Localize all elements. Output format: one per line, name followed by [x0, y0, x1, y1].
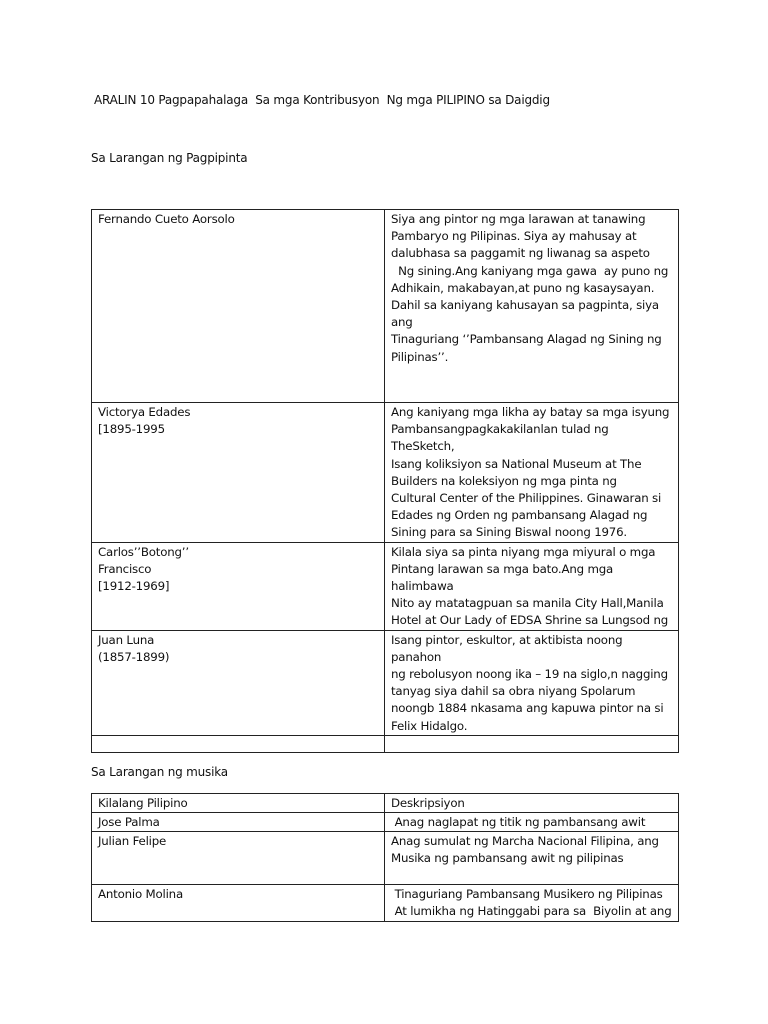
artist-name: Fernando Cueto Aorsolo: [98, 212, 235, 226]
musician-name: Jose Palma: [98, 815, 160, 829]
table-row: [92, 630, 679, 735]
column-header-label: Deskripsiyon: [391, 796, 465, 810]
artist-description-cell: [385, 403, 679, 543]
artist-name-cell: [92, 210, 385, 403]
musician-description: Anag naglapat ng titik ng pambansang awit: [391, 815, 646, 829]
table-row: [92, 210, 679, 403]
musician-name-cell: [92, 832, 385, 885]
painting-table: [91, 209, 679, 753]
musician-description-cell: [385, 813, 679, 832]
painting-section-heading: Sa Larangan ng Pagpipinta: [91, 151, 248, 165]
artist-description-cell: [385, 630, 679, 735]
artist-name-cell: [92, 735, 385, 752]
column-header-description: [385, 794, 679, 813]
artist-name: Juan Luna (1857-1899): [98, 632, 170, 664]
artist-description: Kilala siya sa pinta niyang mga miyural o mga Pintang larawan sa mga bato.Ang mga halimbawa Nito ay matatagpuan sa manila City Hall,Manila Hotel at Our Lady of EDSA Shrine sa Lungsod ng: [391, 544, 669, 628]
artist-description: Ang kaniyang mga likha ay batay sa mga isyung Pambansangpagkakakilanlan tulad ng TheSketch, Isang koliksiyon sa National Museum at The Builders na koleksiyon ng mga pinta ng Cultural Center of the Philippines. Ginawaran si Edades ng Orden ng pambansang Alagad ng Sining para sa Sining Biswal noong 1976.: [391, 405, 670, 540]
musician-name-cell: [92, 885, 385, 922]
artist-name-cell: [92, 403, 385, 543]
music-section-heading: Sa Larangan ng musika: [91, 765, 228, 779]
artist-description: Isang pintor, eskultor, at aktibista noong panahon ng rebolusyon noong ika – 19 na siglo,n nagging tanyag siya dahil sa obra niyang Spolarum noongb 1884 nkasama ang kapuwa pintor na si Felix Hidalgo.: [391, 632, 668, 733]
artist-name: Victorya Edades [1895-1995: [98, 405, 191, 437]
musician-description: Anag sumulat ng Marcha Nacional Filipina, ang Musika ng pambansang awit ng pilipinas: [391, 834, 659, 865]
artist-name-cell: [92, 542, 385, 630]
musician-name: Julian Felipe: [98, 834, 167, 848]
table-row: [92, 813, 679, 832]
table-row: [92, 832, 679, 885]
column-header-name: [92, 794, 385, 813]
musician-name-cell: [92, 813, 385, 832]
page-title: ARALIN 10 Pagpapahalaga Sa mga Kontribusyon Ng mga PILIPINO sa Daigdig: [94, 93, 550, 107]
artist-description: Siya ang pintor ng mga larawan at tanawing Pambaryo ng Pilipinas. Siya ay mahusay at dalubhasa sa paggamit ng liwanag sa aspeto Ng sining.Ang kaniyang mga gawa ay puno ng Adhikain, makabayan,at puno ng kasaysayan. Dahil sa kaniyang kahusayan sa pagpinta, siya ang Tinaguriang ‘’Pambansang Alagad ng Sining ng Pilipinas’’.: [391, 212, 669, 364]
musician-name: Antonio Molina: [98, 887, 183, 901]
music-table: [91, 793, 679, 922]
musician-description-cell: [385, 832, 679, 885]
artist-description-cell: [385, 210, 679, 403]
artist-description-cell: [385, 735, 679, 752]
artist-name: Carlos’’Botong’’ Francisco [1912-1969]: [98, 544, 189, 594]
artist-description-cell: [385, 542, 679, 630]
table-row: [92, 542, 679, 630]
table-row: [92, 885, 679, 922]
artist-name-cell: [92, 630, 385, 735]
table-row: [92, 735, 679, 752]
musician-description: Tinaguriang Pambansang Musikero ng Pilipinas At lumikha ng Hatinggabi para sa Biyolin at ang: [394, 887, 672, 918]
column-header-label: Kilalang Pilipino: [98, 796, 188, 810]
table-row: [92, 403, 679, 543]
table-header-row: [92, 794, 679, 813]
musician-description-cell: [385, 885, 679, 922]
